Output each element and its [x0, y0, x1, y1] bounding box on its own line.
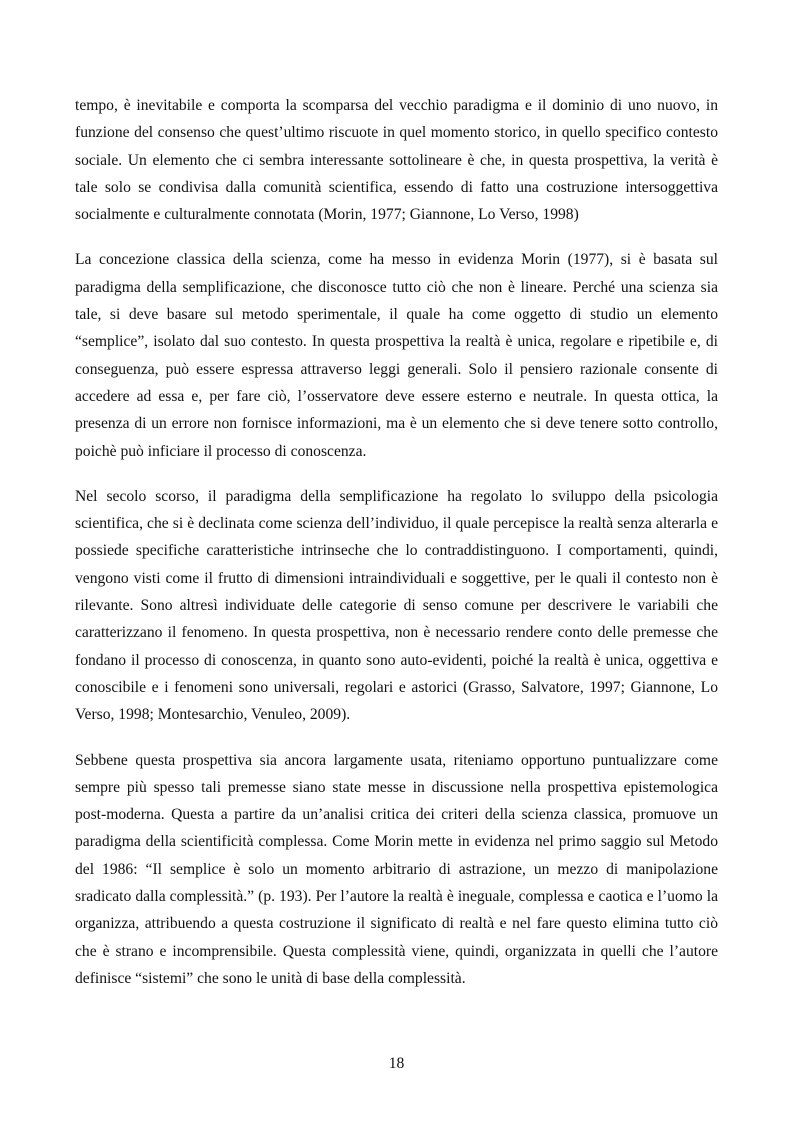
paragraph-3: Nel secolo scorso, il paradigma della semplificazione ha regolato lo sviluppo della psicologia scientifica, che si è declinata come scienza dell’individuo, il quale percepisce la realtà senza alterarla e possiede specifiche caratteristiche intrinseche che lo contraddistinguono. I comportamenti, quindi, vengono visti come il frutto di dimensioni intraindividuali e soggettive, per le quali il contesto non è rilevante. Sono altresì individuate delle categorie di senso comune per descrivere le variabili che caratterizzano il fenomeno. In questa prospettiva, non è necessario rendere conto delle premesse che fondano il processo di conoscenza, in quanto sono auto-evidenti, poiché la realtà è unica, oggettiva e conoscibile e i fenomeni sono universali, regolari e astorici (Grasso, Salvatore, 1997; Giannone, Lo Verso, 1998; Montesarchio, Venuleo, 2009).: [75, 487, 718, 724]
page-body: [75, 92, 718, 1010]
paragraph-2: La concezione classica della scienza, come ha messo in evidenza Morin (1977), si è basata sul paradigma della semplificazione, che disconosce tutto ciò che non è lineare. Perché una scienza sia tale, si deve basare sul metodo sperimentale, il quale ha come oggetto di studio un elemento “semplice”, isolato dal suo contesto. In questa prospettiva la realtà è unica, regolare e ripetibile e, di conseguenza, può essere espressa attraverso leggi generali. Solo il pensiero razionale consente di accedere ad essa e, per fare ciò, l’osservatore deve essere esterno e neutrale. In questa ottica, la presenza di un errore non fornisce informazioni, ma è un elemento che si deve tenere sotto controllo, poichè può inficiare il processo di conoscenza.: [75, 251, 718, 460]
page-number: 18: [388, 1055, 405, 1072]
paragraph-4: Sebbene questa prospettiva sia ancora largamente usata, riteniamo opportuno puntualizzare come sempre più spesso tali premesse siano state messe in discussione nella prospettiva epistemologica post-moderna. Questa a partire da un’analisi critica dei criteri della scienza classica, promuove un paradigma della scientificità complessa. Come Morin mette in evidenza nel primo saggio sul Metodo del 1986: “Il semplice è solo un momento arbitrario di astrazione, un mezzo di manipolazione sradicato dalla complessità.” (p. 193). Per l’autore la realtà è ineguale, complessa e caotica e l’uomo la organizza, attribuendo a questa costruzione il significato di realtà e nel fare questo elimina tutto ciò che è strano e incomprensibile. Questa complessità viene, quindi, organizzata in quelli che l’autore definisce “sistemi” che sono le unità di base della complessità.: [75, 751, 718, 987]
paragraph-1: tempo, è inevitabile e comporta la scomparsa del vecchio paradigma e il dominio di uno nuovo, in funzione del consenso che quest’ultimo riscuote in quel momento storico, in quello specifico contesto sociale. Un elemento che ci sembra interessante sottolineare è che, in questa prospettiva, la verità è tale solo se condivisa dalla comunità scientifica, essendo di fatto una costruzione intersoggettiva socialmente e culturalmente connotata (Morin, 1977; Giannone, Lo Verso, 1998): [75, 97, 718, 224]
